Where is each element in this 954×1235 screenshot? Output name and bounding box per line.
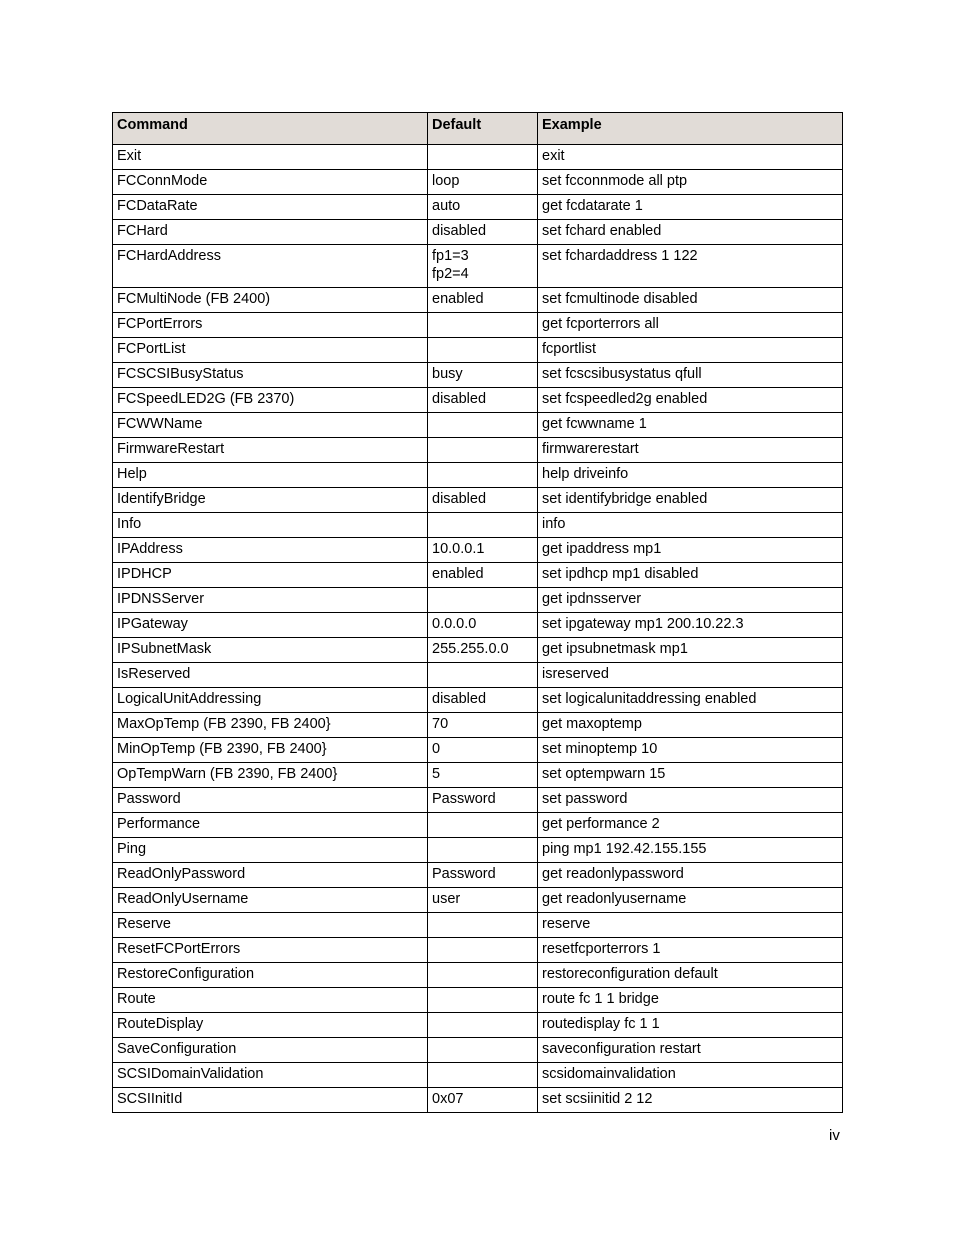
default-cell: 0 [428,738,538,763]
command-cell: FCHardAddress [113,245,428,288]
example-cell: get fcporterrors all [538,313,843,338]
table-header-row [113,113,843,145]
default-cell: user [428,888,538,913]
command-table [112,112,843,1113]
example-cell: set ipgateway mp1 200.10.22.3 [538,613,843,638]
command-cell: Password [113,788,428,813]
example-cell: exit [538,145,843,170]
example-cell: reserve [538,913,843,938]
command-cell: FCDataRate [113,195,428,220]
command-cell: IPAddress [113,538,428,563]
table-row [113,463,843,488]
command-cell: Route [113,988,428,1013]
command-cell: Performance [113,813,428,838]
default-cell [428,438,538,463]
command-cell: SaveConfiguration [113,1038,428,1063]
column-header-command: Command [113,113,428,145]
default-cell: enabled [428,288,538,313]
table-row [113,338,843,363]
table-row [113,688,843,713]
example-cell: set fchard enabled [538,220,843,245]
table-row [113,313,843,338]
default-cell: 10.0.0.1 [428,538,538,563]
default-cell: 5 [428,763,538,788]
column-header-example: Example [538,113,843,145]
table-row [113,588,843,613]
table-row [113,763,843,788]
default-cell [428,513,538,538]
default-cell [428,1038,538,1063]
table-row [113,938,843,963]
command-cell: Info [113,513,428,538]
example-cell: ping mp1 192.42.155.155 [538,838,843,863]
table-row [113,1013,843,1038]
table-row [113,713,843,738]
command-cell: SCSIDomainValidation [113,1063,428,1088]
table-row [113,663,843,688]
example-cell: set identifybridge enabled [538,488,843,513]
table-row [113,413,843,438]
command-cell: FCPortErrors [113,313,428,338]
default-cell: fp1=3 fp2=4 [428,245,538,288]
table-row [113,220,843,245]
default-cell [428,463,538,488]
example-cell: fcportlist [538,338,843,363]
command-cell: IPGateway [113,613,428,638]
default-cell: busy [428,363,538,388]
command-cell: IsReserved [113,663,428,688]
command-cell: FirmwareRestart [113,438,428,463]
example-cell: scsidomainvalidation [538,1063,843,1088]
table-row [113,438,843,463]
table-row [113,638,843,663]
command-cell: RouteDisplay [113,1013,428,1038]
command-cell: RestoreConfiguration [113,963,428,988]
default-cell [428,1013,538,1038]
example-cell: routedisplay fc 1 1 [538,1013,843,1038]
default-cell: loop [428,170,538,195]
default-cell: 0x07 [428,1088,538,1113]
default-cell [428,963,538,988]
command-cell: FCWWName [113,413,428,438]
table-row [113,563,843,588]
command-cell: FCPortList [113,338,428,363]
default-cell: 0.0.0.0 [428,613,538,638]
table-row [113,738,843,763]
table-row [113,1063,843,1088]
example-cell: info [538,513,843,538]
default-cell: 70 [428,713,538,738]
table-row [113,863,843,888]
command-cell: IPSubnetMask [113,638,428,663]
default-cell: Password [428,863,538,888]
table-row [113,838,843,863]
default-cell [428,938,538,963]
command-cell: Exit [113,145,428,170]
default-cell [428,1063,538,1088]
table-row [113,195,843,220]
default-cell [428,813,538,838]
command-cell: MinOpTemp (FB 2390, FB 2400} [113,738,428,763]
example-cell: resetfcporterrors 1 [538,938,843,963]
table-row [113,913,843,938]
page-number: iv [829,1127,840,1144]
example-cell: set ipdhcp mp1 disabled [538,563,843,588]
table-row [113,288,843,313]
default-cell: auto [428,195,538,220]
command-cell: Ping [113,838,428,863]
example-cell: help driveinfo [538,463,843,488]
table-row [113,388,843,413]
command-cell: SCSIInitId [113,1088,428,1113]
table-row [113,538,843,563]
command-cell: ReadOnlyUsername [113,888,428,913]
default-cell: disabled [428,388,538,413]
table-row [113,988,843,1013]
command-cell: MaxOpTemp (FB 2390, FB 2400} [113,713,428,738]
default-cell: disabled [428,688,538,713]
table-row [113,613,843,638]
command-cell: ResetFCPortErrors [113,938,428,963]
example-cell: get fcdatarate 1 [538,195,843,220]
default-cell [428,413,538,438]
command-cell: LogicalUnitAddressing [113,688,428,713]
example-cell: get performance 2 [538,813,843,838]
command-cell: IdentifyBridge [113,488,428,513]
default-cell: enabled [428,563,538,588]
example-cell: set fchardaddress 1 122 [538,245,843,288]
example-cell: get fcwwname 1 [538,413,843,438]
table-row [113,813,843,838]
command-cell: ReadOnlyPassword [113,863,428,888]
example-cell: saveconfiguration restart [538,1038,843,1063]
command-cell: IPDNSServer [113,588,428,613]
table-row [113,788,843,813]
command-cell: FCMultiNode (FB 2400) [113,288,428,313]
command-cell: OpTempWarn (FB 2390, FB 2400} [113,763,428,788]
command-cell: IPDHCP [113,563,428,588]
example-cell: get readonlypassword [538,863,843,888]
table-row [113,363,843,388]
example-cell: get ipaddress mp1 [538,538,843,563]
default-cell [428,145,538,170]
example-cell: set password [538,788,843,813]
column-header-default: Default [428,113,538,145]
example-cell: set scsiinitid 2 12 [538,1088,843,1113]
example-cell: set fcspeedled2g enabled [538,388,843,413]
example-cell: set fcscsibusystatus qfull [538,363,843,388]
default-cell [428,913,538,938]
example-cell: set optempwarn 15 [538,763,843,788]
default-cell [428,988,538,1013]
table-row [113,1038,843,1063]
example-cell: get ipdnsserver [538,588,843,613]
example-cell: get maxoptemp [538,713,843,738]
table-row [113,170,843,195]
default-cell: Password [428,788,538,813]
table-body [113,145,843,1113]
table-row [113,1088,843,1113]
table-row [113,888,843,913]
default-cell: disabled [428,488,538,513]
example-cell: restoreconfiguration default [538,963,843,988]
example-cell: route fc 1 1 bridge [538,988,843,1013]
table-row [113,245,843,288]
default-cell [428,663,538,688]
default-cell [428,588,538,613]
table-row [113,513,843,538]
example-cell: set fcmultinode disabled [538,288,843,313]
table-row [113,963,843,988]
command-cell: Help [113,463,428,488]
example-cell: isreserved [538,663,843,688]
table-row [113,488,843,513]
command-cell: Reserve [113,913,428,938]
default-cell: 255.255.0.0 [428,638,538,663]
example-cell: get ipsubnetmask mp1 [538,638,843,663]
command-cell: FCHard [113,220,428,245]
default-cell [428,313,538,338]
table-row [113,145,843,170]
example-cell: set logicalunitaddressing enabled [538,688,843,713]
example-cell: firmwarerestart [538,438,843,463]
example-cell: get readonlyusername [538,888,843,913]
default-cell [428,338,538,363]
command-cell: FCConnMode [113,170,428,195]
example-cell: set fcconnmode all ptp [538,170,843,195]
default-cell: disabled [428,220,538,245]
command-cell: FCSpeedLED2G (FB 2370) [113,388,428,413]
command-cell: FCSCSIBusyStatus [113,363,428,388]
example-cell: set minoptemp 10 [538,738,843,763]
default-cell [428,838,538,863]
